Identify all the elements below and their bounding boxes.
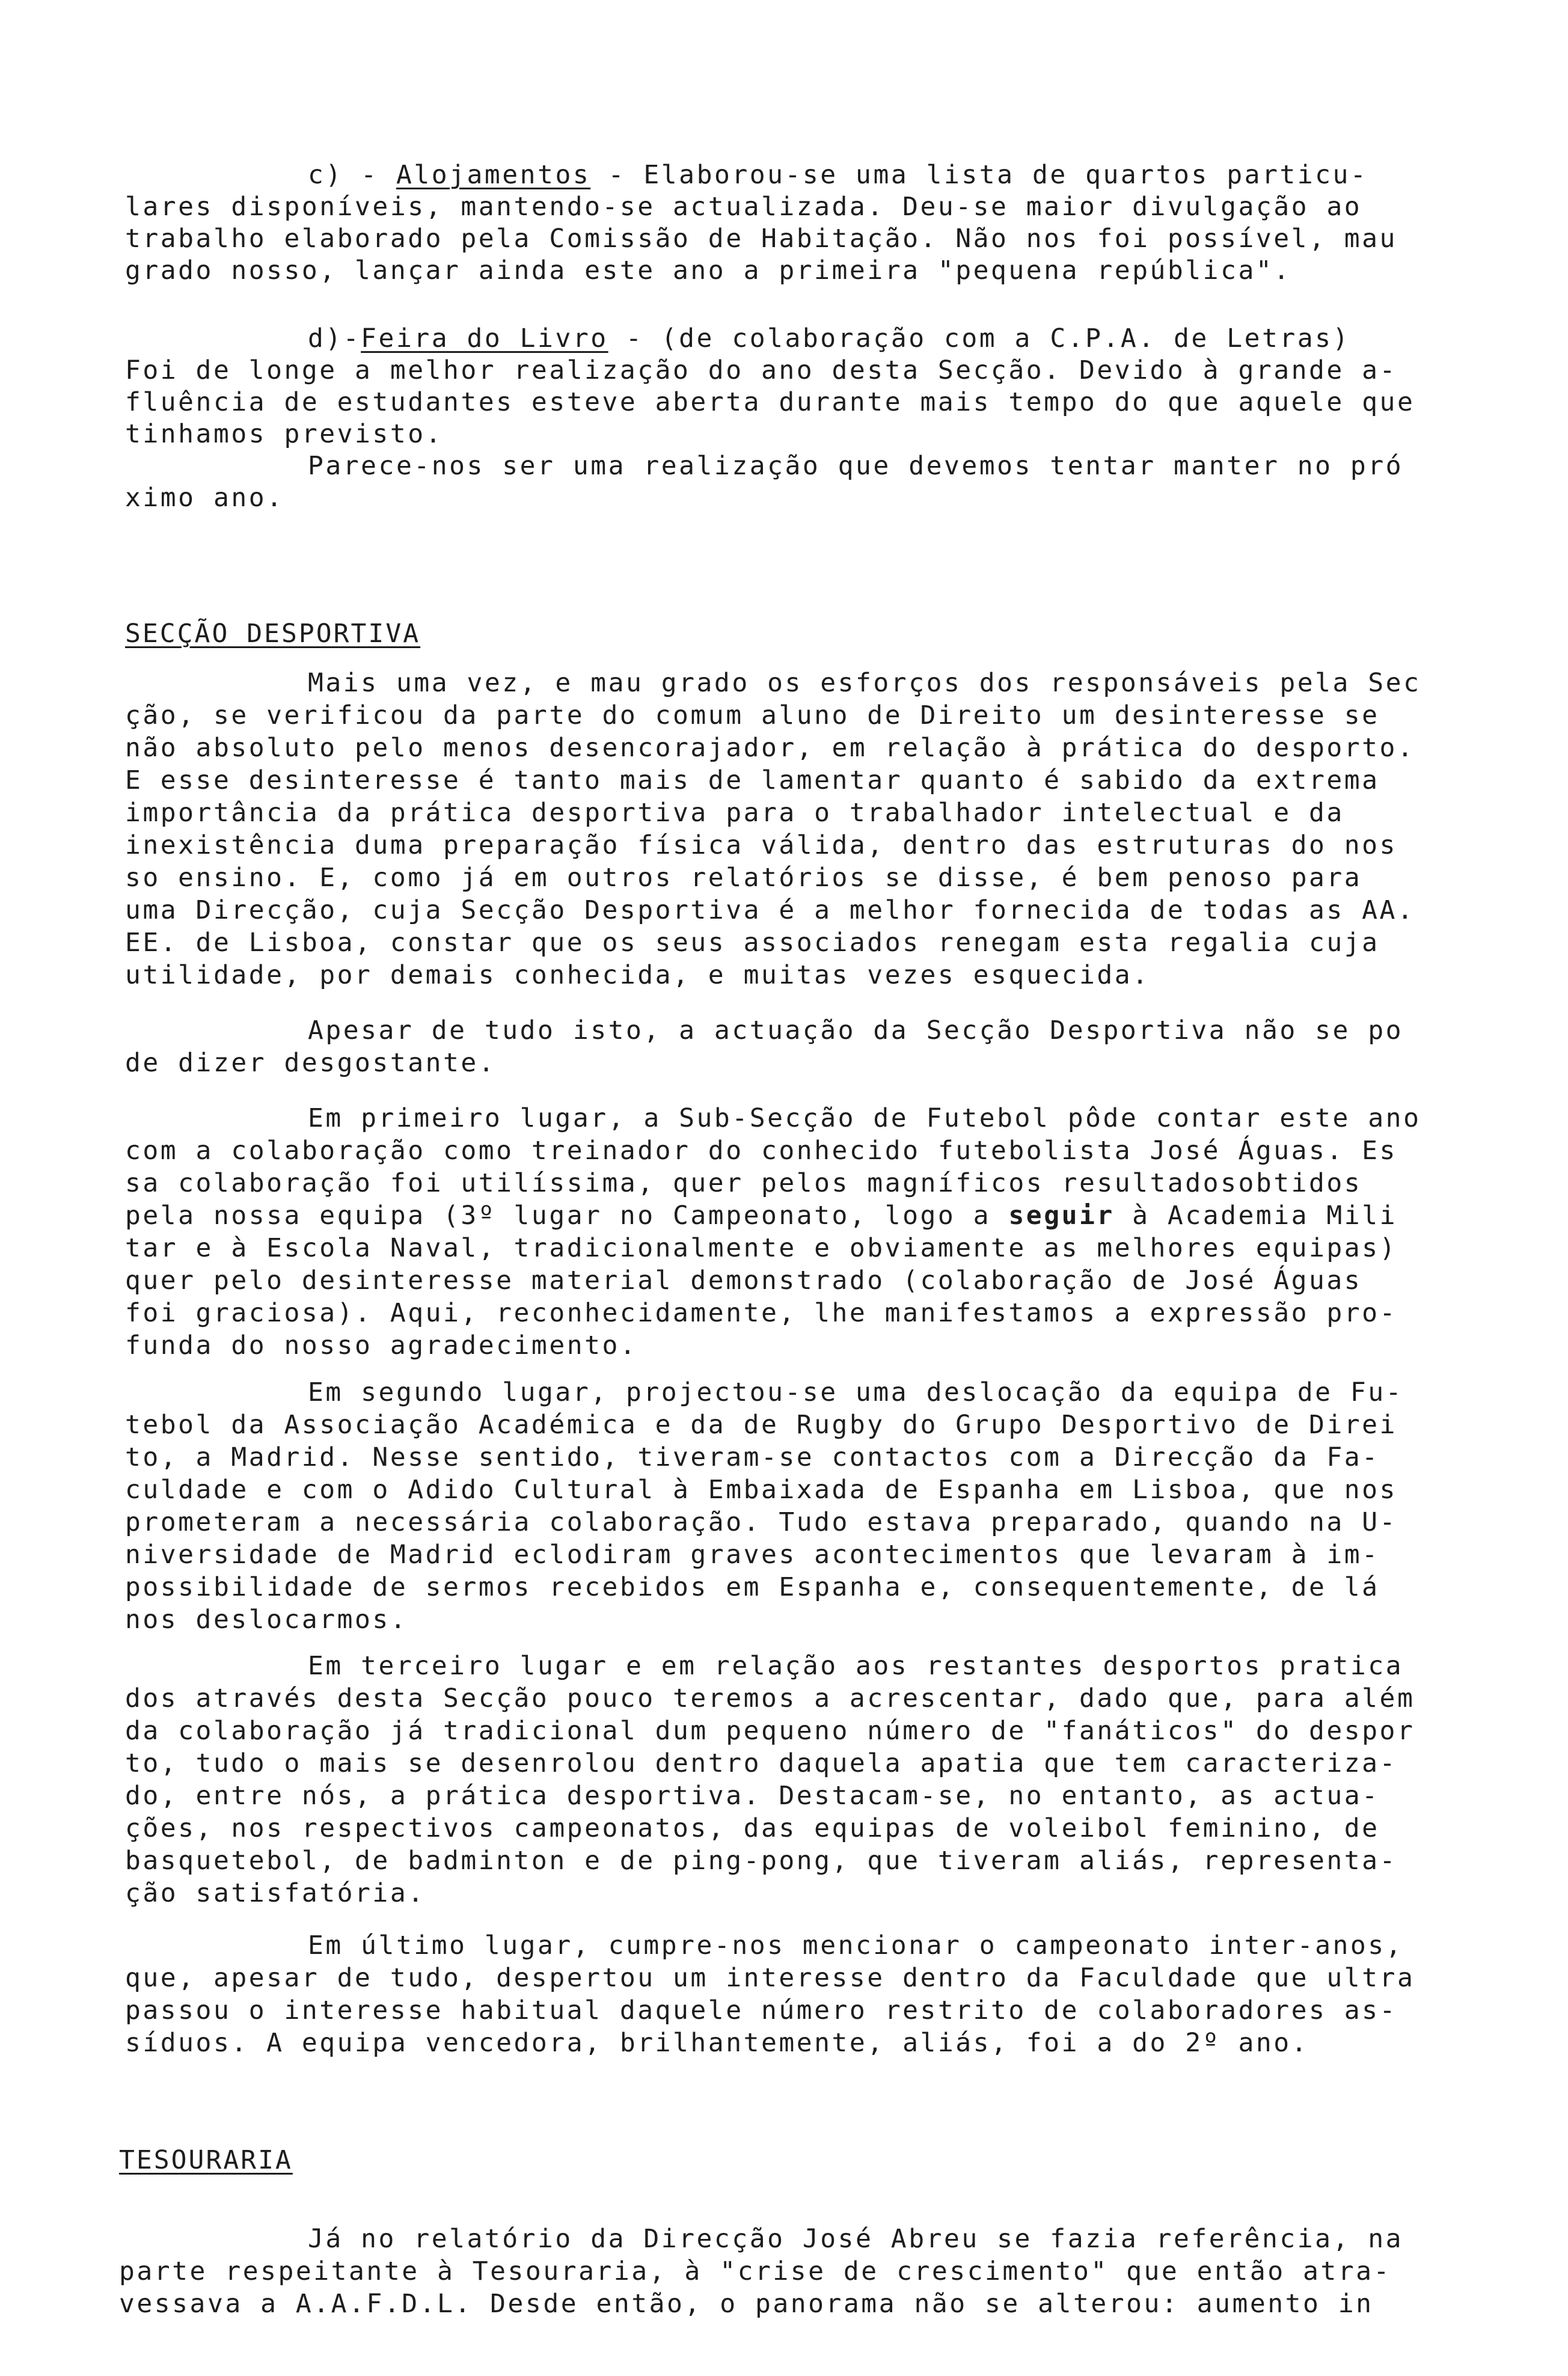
desportiva-p1-line-2: ção, se verificou da parte do comum aluno de Direito um desinteresse se xyxy=(125,700,1380,730)
desportiva-p1-line-5: importância da prática desportiva para o trabalhador intelectual e da xyxy=(125,798,1344,828)
desportiva-p3-line-4-bold: seguir xyxy=(1008,1201,1115,1231)
desportiva-p2-line-2: de dizer desgostante. xyxy=(125,1048,497,1078)
desportiva-p3-line-4 xyxy=(125,1200,1397,1231)
alojamentos-line-4: grado nosso, lançar ainda este ano a primeira "pequena república". xyxy=(125,256,1291,286)
desportiva-p3-line-2: com a colaboração como treinador do conhecido futebolista José Águas. Es xyxy=(125,1136,1397,1166)
feira-line-1-text: - (de colaboração com a C.P.A. de Letras) xyxy=(608,323,1350,354)
tesouraria-line-3: vessava a A.A.F.D.L. Desde então, o panorama não se alterou: aumento in xyxy=(119,2289,1374,2319)
desportiva-p6-line-3: passou o interesse habitual daquele número restrito de colaboradores as- xyxy=(125,1995,1397,2025)
desportiva-p3-line-7: foi graciosa). Aqui, reconhecidamente, lhe manifestamos a expressão pro- xyxy=(125,1298,1397,1328)
desportiva-p5-line-3: da colaboração já tradicional dum pequeno número de "fanáticos" do despor xyxy=(125,1716,1415,1746)
desportiva-p5-line-5: do, entre nós, a prática desportiva. Destacam-se, no entanto, as actua- xyxy=(125,1781,1380,1811)
desportiva-p5-line-1: Em terceiro lugar e em relação aos restantes desportos pratica xyxy=(308,1651,1404,1681)
desportiva-p3-line-4-a: pela nossa equipa (3º lugar no Campeonato, logo a xyxy=(125,1201,1009,1231)
desportiva-p6-line-1: Em último lugar, cumpre-nos mencionar o campeonato inter-anos, xyxy=(308,1930,1404,1961)
feira-title: Feira do Livro xyxy=(361,323,608,354)
feira-line-3: fluência de estudantes esteve aberta durante mais tempo do que aquele que xyxy=(125,387,1415,417)
alojamentos-line-3: trabalho elaborado pela Comissão de Habitação. Não nos foi possível, mau xyxy=(125,224,1397,254)
section-heading-tesouraria: TESOURARIA xyxy=(119,2145,293,2175)
alojamentos-label: c) - xyxy=(308,160,396,190)
feira-line-5: Parece-nos ser uma realização que devemos tentar manter no pró xyxy=(308,451,1404,481)
desportiva-p4-line-2: tebol da Associação Académica e da de Rugby do Grupo Desportivo de Direi xyxy=(125,1410,1397,1440)
desportiva-p3-line-3: sa colaboração foi utilíssima, quer pelos magníficos resultadosobtidos xyxy=(125,1168,1362,1198)
alojamentos-line-1 xyxy=(308,159,1368,191)
desportiva-p3-line-6: quer pelo desinteresse material demonstrado (colaboração de José Águas xyxy=(125,1266,1362,1296)
feira-line-6: ximo ano. xyxy=(125,483,284,513)
desportiva-p1-line-8: uma Direcção, cuja Secção Desportiva é a melhor fornecida de todas as AA. xyxy=(125,895,1415,925)
desportiva-p1-line-10: utilidade, por demais conhecida, e muitas vezes esquecida. xyxy=(125,960,1150,990)
section-heading-desportiva: SECÇÃO DESPORTIVA xyxy=(125,619,421,649)
desportiva-p2-line-1: Apesar de tudo isto, a actuação da Secção Desportiva não se po xyxy=(308,1015,1404,1046)
desportiva-p3-line-8: funda do nosso agradecimento. xyxy=(125,1330,638,1361)
desportiva-p5-line-2: dos através desta Secção pouco teremos a acrescentar, dado que, para além xyxy=(125,1683,1415,1713)
desportiva-p1-line-3: não absoluto pelo menos desencorajador, em relação à prática do desporto. xyxy=(125,733,1415,763)
desportiva-p4-line-5: prometeram a necessária colaboração. Tudo estava preparado, quando na U- xyxy=(125,1507,1397,1537)
desportiva-p5-line-4: to, tudo o mais se desenrolou dentro daquela apatia que tem caracteriza- xyxy=(125,1748,1397,1778)
desportiva-p4-line-7: possibilidade de sermos recebidos em Espanha e, consequentemente, de lá xyxy=(125,1572,1380,1602)
desportiva-p3-line-1: Em primeiro lugar, a Sub-Secção de Futebol pôde contar este ano xyxy=(308,1103,1421,1133)
desportiva-p4-line-8: nos deslocarmos. xyxy=(125,1605,408,1635)
desportiva-p1-line-1: Mais uma vez, e mau grado os esforços dos responsáveis pela Sec xyxy=(308,668,1421,698)
desportiva-p4-line-3: to, a Madrid. Nesse sentido, tiveram-se contactos com a Direcção da Fa- xyxy=(125,1442,1380,1472)
desportiva-p5-line-6: ções, nos respectivos campeonatos, das equipas de voleibol feminino, de xyxy=(125,1813,1380,1843)
desportiva-p6-line-2: que, apesar de tudo, despertou um interesse dentro da Faculdade que ultra xyxy=(125,1963,1415,1993)
feira-line-1 xyxy=(308,323,1350,354)
desportiva-p4-line-4: culdade e com o Adido Cultural à Embaixada de Espanha em Lisboa, que nos xyxy=(125,1475,1397,1505)
alojamentos-title: Alojamentos xyxy=(396,160,591,190)
feira-line-4: tinhamos previsto. xyxy=(125,419,443,449)
desportiva-p6-line-4: síduos. A equipa vencedora, brilhantemente, aliás, foi a do 2º ano. xyxy=(125,2028,1309,2058)
alojamentos-line-1-text: - Elaborou-se uma lista de quartos particu- xyxy=(590,160,1368,190)
tesouraria-line-2: parte respeitante à Tesouraria, à "crise de crescimento" que então atra- xyxy=(119,2256,1391,2286)
desportiva-p4-line-6: niversidade de Madrid eclodiram graves acontecimentos que levaram à im- xyxy=(125,1540,1380,1570)
desportiva-p1-line-9: EE. de Lisboa, constar que os seus associados renegam esta regalia cuja xyxy=(125,928,1380,958)
desportiva-p1-line-7: so ensino. E, como já em outros relatórios se disse, é bem penoso para xyxy=(125,863,1362,893)
desportiva-p5-line-8: ção satisfatória. xyxy=(125,1878,426,1908)
desportiva-p5-line-7: basquetebol, de badminton e de ping-pong, que tiveram aliás, representa- xyxy=(125,1846,1397,1876)
desportiva-p3-line-4-c: à Academia Mili xyxy=(1114,1201,1397,1231)
desportiva-p4-line-1: Em segundo lugar, projectou-se uma deslocação da equipa de Fu- xyxy=(308,1377,1404,1407)
feira-label: d)- xyxy=(308,323,361,354)
alojamentos-line-2: lares disponíveis, mantendo-se actualizada. Deu-se maior divulgação ao xyxy=(125,192,1362,222)
feira-line-2: Foi de longe a melhor realização do ano desta Secção. Devido à grande a- xyxy=(125,355,1397,385)
desportiva-p1-line-6: inexistência duma preparação física válida, dentro das estruturas do nos xyxy=(125,830,1397,860)
tesouraria-line-1: Já no relatório da Direcção José Abreu se fazia referência, na xyxy=(308,2224,1404,2254)
desportiva-p1-line-4: E esse desinteresse é tanto mais de lamentar quanto é sabido da extrema xyxy=(125,765,1380,795)
desportiva-p3-line-5: tar e à Escola Naval, tradicionalmente e obviamente as melhores equipas) xyxy=(125,1233,1397,1263)
